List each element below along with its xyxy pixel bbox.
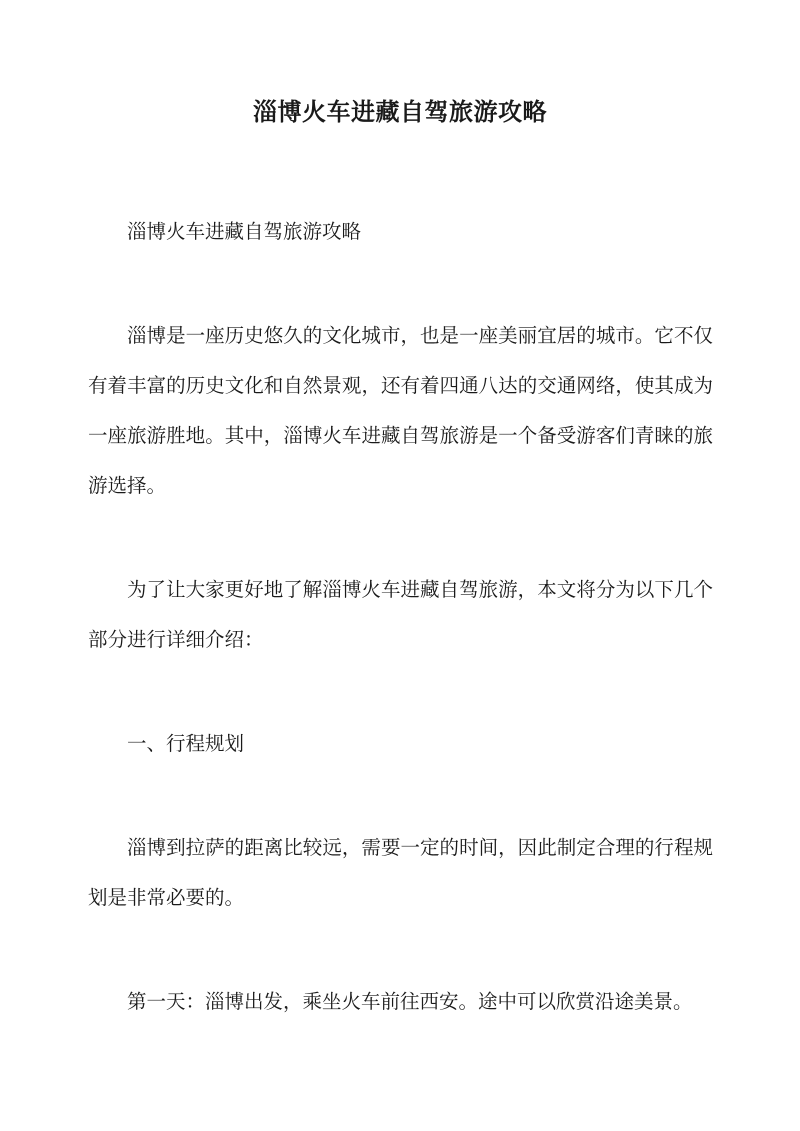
itinerary-paragraph: 淄博到拉萨的距离比较远，需要一定的时间，因此制定合理的行程规划是非常必要的。: [88, 836, 713, 909]
subtitle-paragraph: 淄博火车进藏自驾旅游攻略: [127, 220, 362, 243]
overview-paragraph: 为了让大家更好地了解淄博火车进藏自驾旅游，本文将分为以下几个部分进行详细介绍：: [88, 578, 713, 651]
document-title: 淄博火车进藏自驾旅游攻略: [253, 97, 547, 126]
day-one-paragraph: 第一天：淄博出发，乘坐火车前往西安。途中可以欣赏沿途美景。: [127, 990, 693, 1013]
section-heading-itinerary: 一、行程规划: [127, 732, 245, 755]
intro-paragraph: 淄博是一座历史悠久的文化城市，也是一座美丽宜居的城市。它不仅有着丰富的历史文化和自然景观，还有着四通八达的交通网络，使其成为一座旅游胜地。其中，淄博火车进藏自驾旅游是一个备受游客们青睐的旅游选择。: [88, 324, 713, 497]
